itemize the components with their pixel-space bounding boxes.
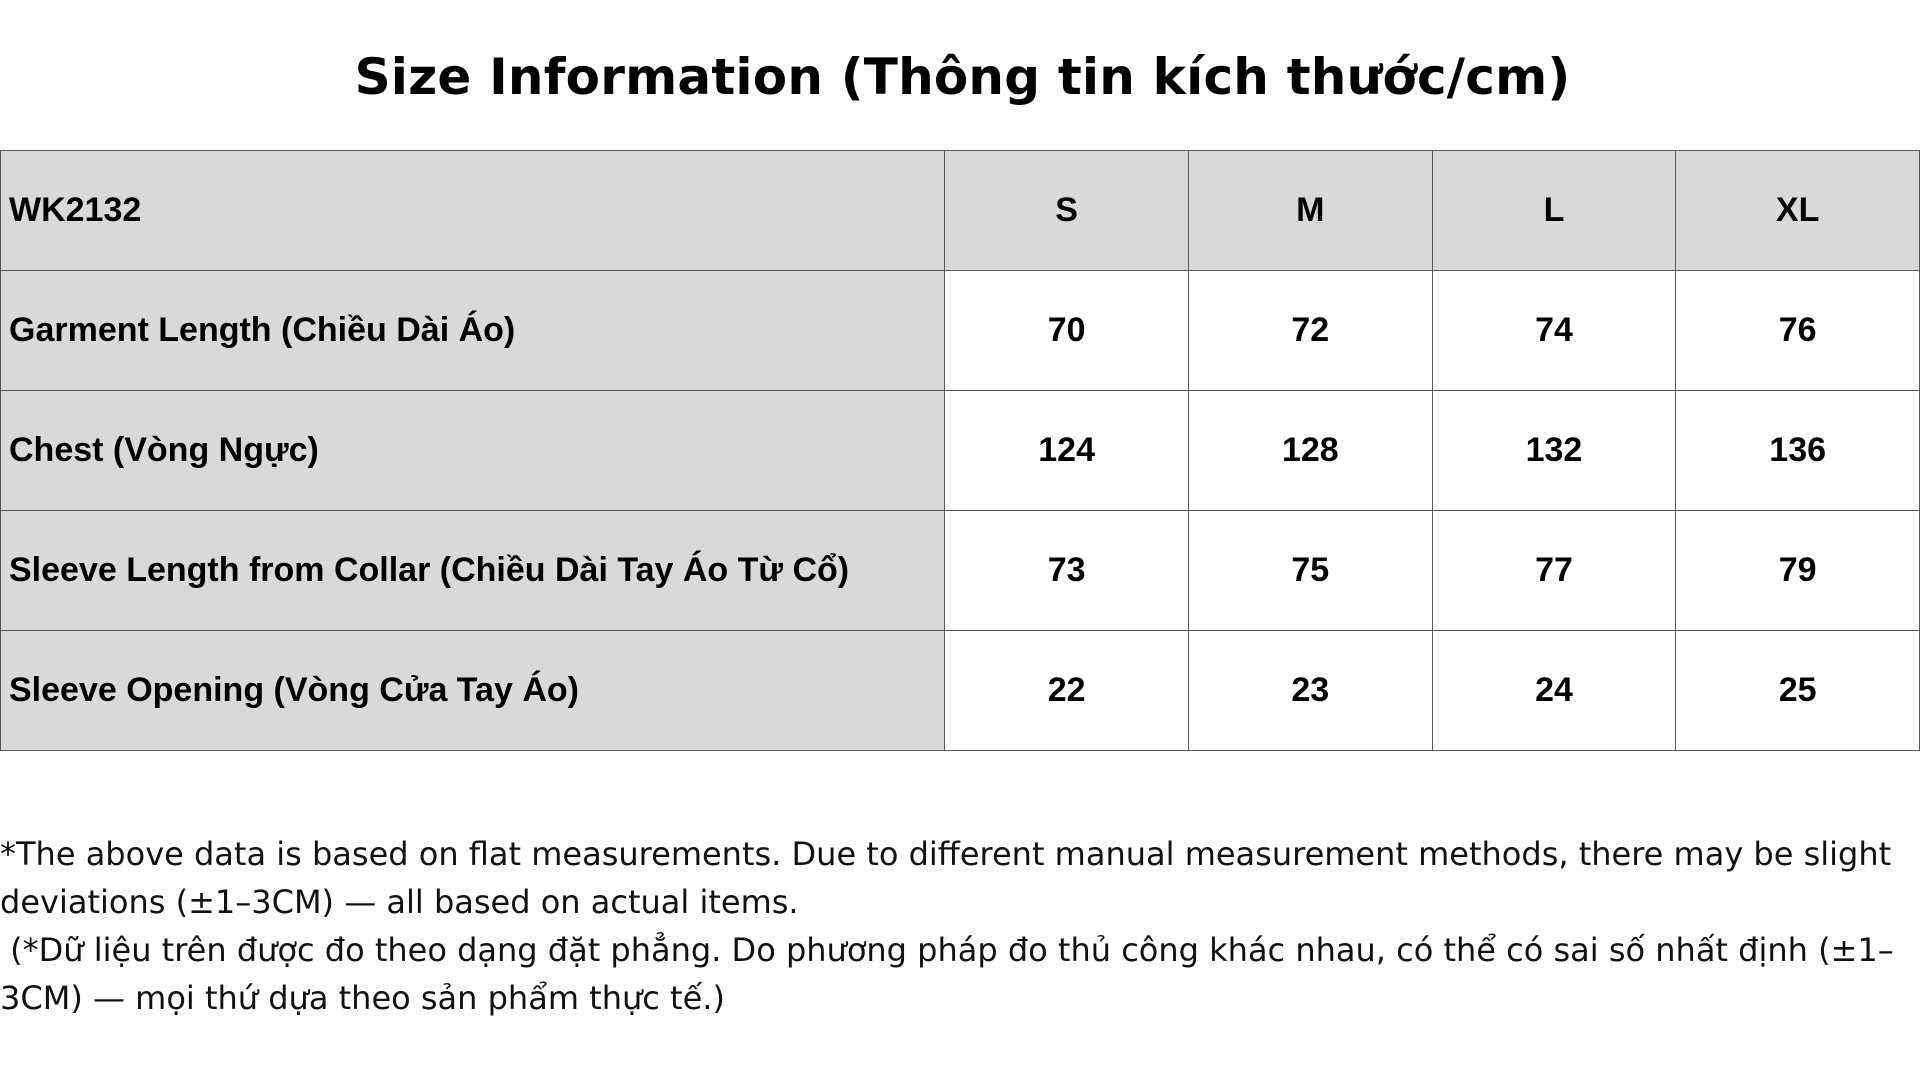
row-label-chest: Chest (Vòng Ngực) [1, 391, 945, 511]
size-header-s: S [945, 151, 1189, 271]
size-table [0, 150, 1920, 751]
page-title: Size Information (Thông tin kích thước/cm) [354, 48, 1571, 106]
table-row [1, 271, 1920, 391]
table-cell: 25 [1676, 631, 1920, 751]
table-cell: 128 [1188, 391, 1432, 511]
table-cell: 70 [945, 271, 1189, 391]
table-cell: 77 [1432, 511, 1676, 631]
table-cell: 75 [1188, 511, 1432, 631]
note-vietnamese: (*Dữ liệu trên được đo theo dạng đặt phẳng. Do phương pháp đo thủ công khác nhau, có thể có sai số nhất định (±1–3CM) — mọi thứ dựa theo sản phẩm thực tế.) [0, 931, 1894, 1017]
table-row [1, 631, 1920, 751]
table-cell: 74 [1432, 271, 1676, 391]
size-header-xl: XL [1676, 151, 1920, 271]
table-cell: 24 [1432, 631, 1676, 751]
table-cell: 79 [1676, 511, 1920, 631]
table-row [1, 391, 1920, 511]
row-label-garment-length: Garment Length (Chiều Dài Áo) [1, 271, 945, 391]
note-english: *The above data is based on flat measurements. Due to different manual measurement methods, there may be slight deviations (±1–3CM) — all based on actual items. [0, 835, 1902, 921]
row-label-sleeve-opening: Sleeve Opening (Vòng Cửa Tay Áo) [1, 631, 945, 751]
table-cell: 132 [1432, 391, 1676, 511]
table-cell: 136 [1676, 391, 1920, 511]
size-header-l: L [1432, 151, 1676, 271]
table-cell: 22 [945, 631, 1189, 751]
table-header-row [1, 151, 1920, 271]
product-code-cell: WK2132 [1, 151, 945, 271]
table-cell: 72 [1188, 271, 1432, 391]
table-row [1, 511, 1920, 631]
table-cell: 76 [1676, 271, 1920, 391]
size-header-m: M [1188, 151, 1432, 271]
table-cell: 73 [945, 511, 1189, 631]
table-cell: 23 [1188, 631, 1432, 751]
row-label-sleeve-length: Sleeve Length from Collar (Chiều Dài Tay Áo Từ Cổ) [1, 511, 945, 631]
table-cell: 124 [945, 391, 1189, 511]
measurement-note [0, 830, 1920, 1022]
